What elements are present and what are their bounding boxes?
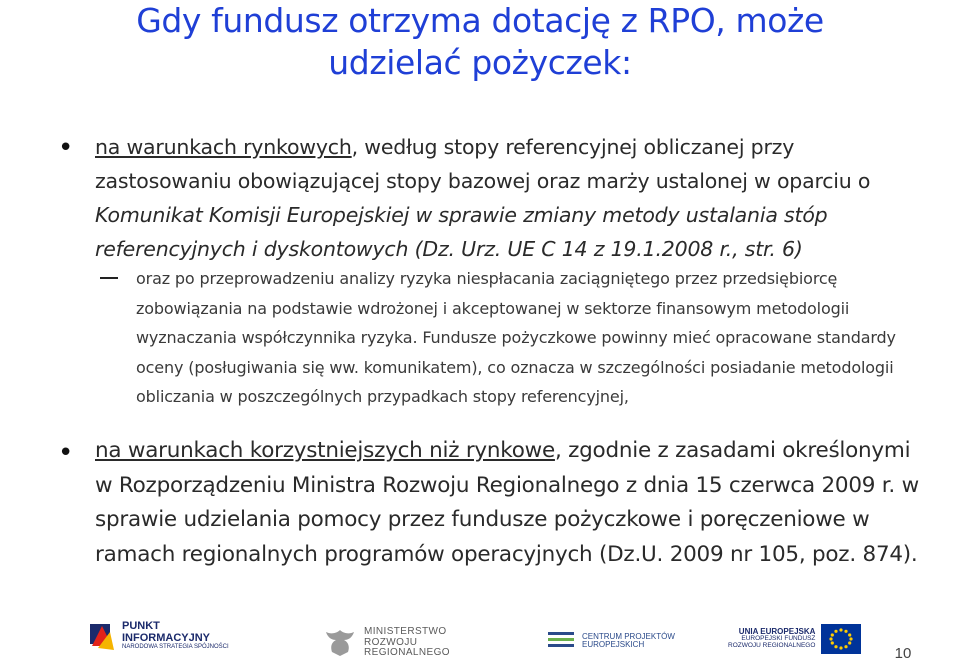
punkt-line-3: NARODOWA STRATEGIA SPÓJNOŚCI (122, 644, 229, 651)
logo-centrum-projektow (548, 630, 675, 652)
punkt-line-1: PUNKT (122, 620, 160, 633)
unia-line-3: ROZWOJU REGIONALNEGO (728, 642, 816, 650)
punkt-line-2: INFORMACYJNY (122, 631, 211, 644)
bullet-text-part: , według stopy referencyjnej obliczanej przy zastosowaniu obowiązującej stopy bazowej oraz marży ustalonej w oparciu o (95, 135, 871, 193)
logo-punkt-informacyjny (88, 620, 229, 652)
punkt-informacyjny-logo-icon (88, 620, 116, 652)
italic-reference: Komunikat Komisji Europejskiej w sprawie zmiany metody ustalania stóp referencyjnych i dyskontowych (Dz. Urz. UE C 14 z 19.1.2008 r., str. 6) (95, 203, 828, 261)
logo-unia-europejska (728, 624, 861, 654)
eagle-emblem-icon (322, 626, 358, 660)
bullet-text (95, 130, 933, 266)
ministerstwo-line-2: ROZWOJU (364, 636, 418, 648)
unia-line-2: EUROPEJSKI FUNDUSZ (741, 635, 816, 643)
bullet-text-part: , zgodnie z zasadami określonymi w Rozporządzeniu Ministra Rozwoju Regionalnego z dnia 15 czerwca 2009 r. w sprawie udzielania pomocy przez fundusze pożyczkowe i poręczeniowe w ramach regionalnych programów operacyjnych (Dz.U. 2009 nr 105, poz. 874). (95, 438, 919, 567)
ministerstwo-line-1: MINISTERSTWO (364, 626, 447, 638)
bullet-text (95, 434, 933, 572)
bullet-dot-icon: • (58, 438, 74, 468)
eu-flag-icon (821, 624, 861, 654)
dash-bullet-icon (100, 277, 118, 279)
centrum-line-1: CENTRUM PROJEKTÓW (582, 631, 675, 641)
bullet-dot-icon: • (58, 133, 74, 163)
cpe-logo-icon (548, 630, 576, 652)
title-line-2: udzielać pożyczek: (328, 43, 632, 82)
footer-logos (0, 606, 960, 669)
ministerstwo-line-3: REGIONALNEGO (364, 647, 450, 659)
slide-title (20, 0, 940, 84)
page-number: 10 (894, 645, 912, 662)
underlined-phrase: na warunkach rynkowych (95, 135, 352, 159)
unia-line-1: UNIA EUROPEJSKA (738, 626, 816, 636)
logo-ministerstwo (322, 626, 450, 660)
centrum-line-2: EUROPEJSKICH (582, 640, 645, 649)
sub-bullet-text: oraz po przeprowadzeniu analizy ryzyka niespłacania zaciągniętego przez przedsiębiorcę zobowiązania na podstawie wdrożonej i akceptowanej w sektorze finansowym metodologii wyznaczania współczynnika ryzyka. Fundusze pożyczkowe powinny mieć opracowane standardy oceny (posługiwania się ww. komunikatem), co oznacza w szczególności posiadanie metodologii obliczania w poszczególnych przypadkach stopy referencyjnej, (136, 269, 896, 407)
title-line-1: Gdy fundusz otrzyma dotację z RPO, może (136, 1, 824, 40)
underlined-phrase: na warunkach korzystniejszych niż rynkowe (95, 438, 555, 463)
